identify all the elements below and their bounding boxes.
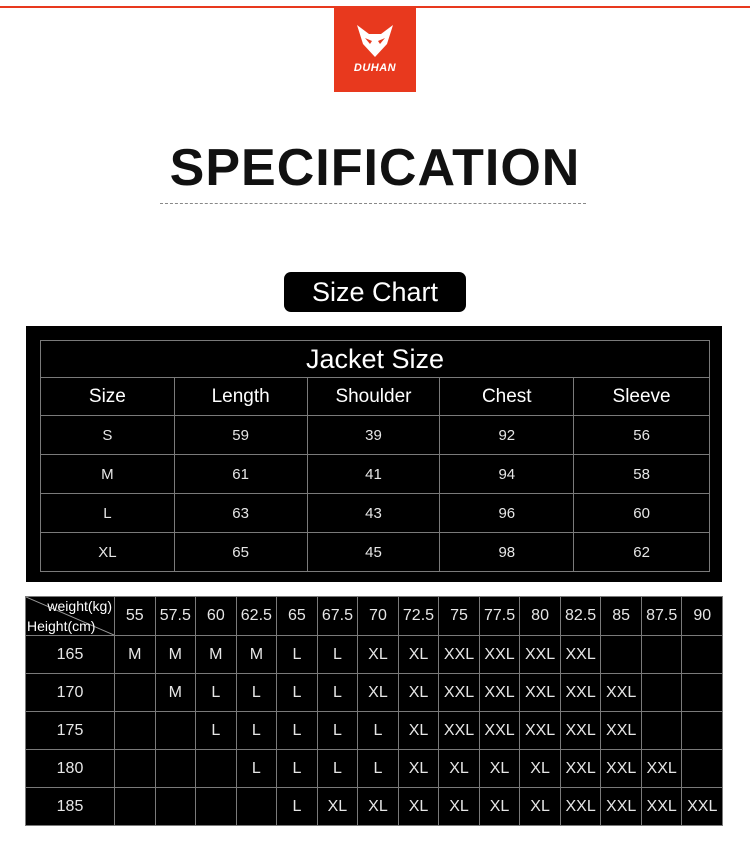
size-cell: XXL	[682, 788, 723, 826]
brand-name: DUHAN	[353, 62, 397, 74]
weight-column-header: 60	[196, 597, 237, 636]
size-cell: XXL	[601, 674, 642, 712]
size-cell: XXL	[520, 636, 561, 674]
weight-height-header	[26, 597, 115, 636]
size-cell: L	[277, 674, 318, 712]
size-cell	[196, 788, 237, 826]
weight-column-header: 70	[358, 597, 399, 636]
jacket-column-header: Length	[174, 378, 307, 416]
height-row-header: 175	[26, 712, 115, 750]
jacket-cell: 45	[307, 533, 440, 572]
jacket-size-table	[40, 340, 710, 572]
weight-column-header: 72.5	[398, 597, 439, 636]
size-cell: XL	[317, 788, 358, 826]
weight-column-header: 77.5	[479, 597, 520, 636]
size-cell	[115, 788, 156, 826]
table-row	[41, 455, 710, 494]
size-cell: M	[155, 636, 196, 674]
size-cell: L	[317, 636, 358, 674]
jacket-cell: 60	[574, 494, 710, 533]
size-cell: XL	[398, 788, 439, 826]
size-cell: M	[236, 636, 277, 674]
size-cell	[115, 712, 156, 750]
size-cell	[115, 674, 156, 712]
size-cell: XL	[439, 788, 480, 826]
jacket-cell: 41	[307, 455, 440, 494]
weight-column-header: 55	[115, 597, 156, 636]
size-cell: L	[317, 750, 358, 788]
size-cell: XL	[479, 788, 520, 826]
size-cell: M	[196, 636, 237, 674]
weight-column-header: 87.5	[641, 597, 682, 636]
size-cell: XL	[398, 636, 439, 674]
size-cell	[641, 636, 682, 674]
jacket-cell: 98	[440, 533, 574, 572]
size-cell: XL	[358, 788, 399, 826]
jacket-cell: 94	[440, 455, 574, 494]
size-cell: XXL	[641, 788, 682, 826]
height-row-header: 170	[26, 674, 115, 712]
size-cell	[601, 636, 642, 674]
size-cell: XXL	[520, 674, 561, 712]
jacket-cell: S	[41, 416, 175, 455]
height-row-header: 165	[26, 636, 115, 674]
weight-column-header: 80	[520, 597, 561, 636]
size-cell	[682, 674, 723, 712]
size-cell: XL	[520, 750, 561, 788]
weight-column-header: 75	[439, 597, 480, 636]
size-cell: L	[236, 750, 277, 788]
size-cell: L	[358, 712, 399, 750]
size-cell: XL	[439, 750, 480, 788]
jacket-cell: M	[41, 455, 175, 494]
jacket-cell: 59	[174, 416, 307, 455]
jacket-cell: XL	[41, 533, 175, 572]
size-cell: L	[358, 750, 399, 788]
table-row	[26, 788, 723, 826]
jacket-cell: 65	[174, 533, 307, 572]
size-cell: XXL	[479, 712, 520, 750]
height-row-header: 185	[26, 788, 115, 826]
weight-column-header: 62.5	[236, 597, 277, 636]
size-cell	[196, 750, 237, 788]
weight-column-header: 82.5	[560, 597, 601, 636]
table-row	[26, 750, 723, 788]
table-row	[26, 712, 723, 750]
size-cell: L	[236, 712, 277, 750]
size-cell: XXL	[479, 636, 520, 674]
size-cell: XXL	[479, 674, 520, 712]
brand-logo	[334, 6, 416, 92]
jacket-cell: 92	[440, 416, 574, 455]
fox-head-icon	[356, 24, 394, 58]
weight-column-header: 65	[277, 597, 318, 636]
jacket-cell: 61	[174, 455, 307, 494]
table-row	[41, 494, 710, 533]
size-cell	[115, 750, 156, 788]
jacket-cell: 63	[174, 494, 307, 533]
table-row	[41, 533, 710, 572]
size-chart-label: Size Chart	[284, 272, 466, 312]
weight-column-header: 85	[601, 597, 642, 636]
size-cell	[641, 674, 682, 712]
jacket-cell: L	[41, 494, 175, 533]
size-cell: XL	[520, 788, 561, 826]
size-cell: L	[277, 750, 318, 788]
size-cell	[682, 636, 723, 674]
height-label: Height(cm)	[27, 618, 96, 634]
size-cell	[155, 712, 196, 750]
jacket-cell: 56	[574, 416, 710, 455]
jacket-cell: 62	[574, 533, 710, 572]
size-cell: L	[277, 712, 318, 750]
size-cell: XL	[398, 750, 439, 788]
weight-column-header: 90	[682, 597, 723, 636]
jacket-column-header: Size	[41, 378, 175, 416]
page-title: SPECIFICATION	[169, 139, 581, 197]
size-cell: L	[236, 674, 277, 712]
jacket-column-header: Shoulder	[307, 378, 440, 416]
size-cell: XL	[479, 750, 520, 788]
size-cell: XXL	[439, 674, 480, 712]
size-cell: L	[196, 712, 237, 750]
jacket-cell: 58	[574, 455, 710, 494]
size-cell: L	[317, 674, 358, 712]
weight-column-header: 67.5	[317, 597, 358, 636]
size-cell: XXL	[560, 636, 601, 674]
size-cell	[682, 712, 723, 750]
jacket-column-header: Chest	[440, 378, 574, 416]
weight-height-size-table	[25, 596, 723, 826]
weight-label: weight(kg)	[47, 598, 112, 614]
table-row	[41, 416, 710, 455]
size-cell	[236, 788, 277, 826]
size-cell: XXL	[601, 788, 642, 826]
size-cell: XXL	[439, 636, 480, 674]
size-cell: XXL	[520, 712, 561, 750]
size-cell	[682, 750, 723, 788]
size-cell: XXL	[560, 712, 601, 750]
size-cell: XL	[398, 712, 439, 750]
weight-column-header: 57.5	[155, 597, 196, 636]
size-cell: XXL	[439, 712, 480, 750]
height-row-header: 180	[26, 750, 115, 788]
size-cell: L	[196, 674, 237, 712]
jacket-column-header: Sleeve	[574, 378, 710, 416]
jacket-cell: 39	[307, 416, 440, 455]
size-cell: M	[115, 636, 156, 674]
size-cell: L	[277, 788, 318, 826]
size-cell: L	[317, 712, 358, 750]
jacket-cell: 43	[307, 494, 440, 533]
size-cell: XXL	[641, 750, 682, 788]
size-cell: XXL	[601, 750, 642, 788]
size-cell: XL	[358, 636, 399, 674]
jacket-table-title: Jacket Size	[41, 341, 710, 378]
size-cell: XL	[398, 674, 439, 712]
size-cell: XXL	[601, 712, 642, 750]
size-cell	[641, 712, 682, 750]
jacket-size-panel	[26, 326, 722, 582]
jacket-cell: 96	[440, 494, 574, 533]
size-cell: XL	[358, 674, 399, 712]
table-row	[26, 636, 723, 674]
size-cell: XXL	[560, 750, 601, 788]
size-cell: XXL	[560, 674, 601, 712]
size-cell: XXL	[560, 788, 601, 826]
size-cell	[155, 750, 196, 788]
size-cell: L	[277, 636, 318, 674]
title-divider	[160, 203, 586, 204]
table-row	[26, 674, 723, 712]
size-cell	[155, 788, 196, 826]
size-cell: M	[155, 674, 196, 712]
